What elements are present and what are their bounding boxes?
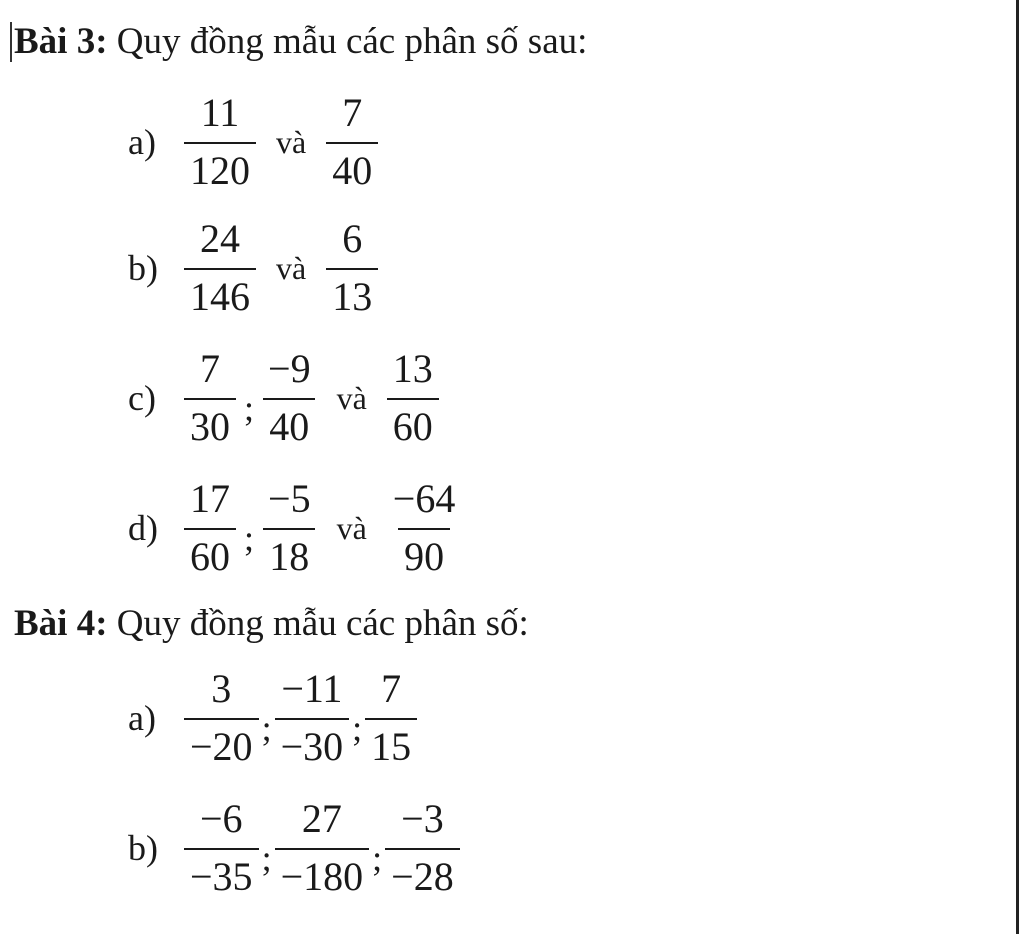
exercise-3-item-a (128, 88, 380, 196)
separator: ; (261, 838, 272, 878)
fraction (184, 474, 236, 582)
denominator: 90 (398, 528, 450, 582)
fraction (326, 88, 378, 196)
conjunction: và (336, 379, 367, 416)
numerator: 7 (381, 666, 402, 711)
denominator: −180 (275, 848, 370, 902)
exercise-3-title (14, 20, 587, 64)
numerator: 7 (200, 346, 220, 391)
numerator: 27 (301, 796, 342, 841)
exercise-3-item-c (128, 344, 441, 452)
item-letter: b) (128, 248, 158, 288)
numerator: −6 (200, 796, 243, 841)
denominator: 40 (263, 398, 315, 452)
numerator: −64 (392, 476, 456, 521)
separator: ; (372, 838, 383, 878)
denominator: 13 (326, 268, 378, 322)
fraction (184, 88, 256, 196)
separator: ; (244, 388, 255, 428)
denominator: 146 (184, 268, 256, 322)
exercise-4-text: Quy đồng mẫu các phân số: (107, 603, 529, 644)
denominator: −20 (184, 718, 259, 772)
numerator: 7 (342, 90, 363, 135)
item-letter: a) (128, 122, 156, 162)
fraction (262, 474, 317, 582)
numerator: 13 (392, 346, 433, 391)
denominator: 30 (184, 398, 236, 452)
fraction (275, 664, 350, 772)
numerator: 24 (200, 216, 240, 261)
item-letter: a) (128, 698, 156, 738)
separator: ; (261, 708, 272, 748)
separator: ; (244, 518, 255, 558)
denominator: −30 (275, 718, 350, 772)
fraction (387, 344, 439, 452)
exercise-4-label: Bài 4: (14, 603, 108, 644)
fraction (262, 344, 317, 452)
item-letter: d) (128, 508, 158, 548)
numerator: 11 (200, 90, 240, 135)
numerator: −11 (281, 666, 343, 711)
numerator: −9 (268, 346, 311, 391)
fraction (275, 794, 370, 902)
denominator: 40 (326, 142, 378, 196)
separator: ; (352, 708, 363, 748)
conjunction: và (276, 249, 307, 286)
denominator: 18 (263, 528, 315, 582)
exercise-4-title (14, 602, 529, 646)
fraction (184, 664, 259, 772)
fraction (387, 474, 462, 582)
denominator: 15 (365, 718, 417, 772)
denominator: −28 (385, 848, 460, 902)
denominator: 120 (184, 142, 256, 196)
numerator: 3 (211, 666, 232, 711)
fraction (184, 794, 259, 902)
numerator: −5 (268, 476, 311, 521)
exercise-3-text: Quy đồng mẫu các phân số sau: (107, 21, 588, 62)
conjunction: và (336, 509, 367, 546)
page-right-border (1016, 0, 1019, 934)
exercise-3-item-d (128, 474, 463, 582)
exercise-4-item-b (128, 794, 462, 902)
fraction (184, 344, 236, 452)
numerator: 6 (342, 216, 363, 261)
fraction (184, 214, 256, 322)
conjunction: và (276, 123, 307, 160)
denominator: −35 (184, 848, 259, 902)
denominator: 60 (387, 398, 439, 452)
text-cursor (10, 22, 12, 62)
exercise-3-item-b (128, 214, 380, 322)
denominator: 60 (184, 528, 236, 582)
fraction (385, 794, 460, 902)
item-letter: b) (128, 828, 158, 868)
exercise-3-label: Bài 3: (14, 21, 108, 62)
exercise-4-item-a (128, 664, 419, 772)
item-letter: c) (128, 378, 156, 418)
numerator: 17 (190, 476, 230, 521)
fraction (365, 664, 417, 772)
numerator: −3 (401, 796, 444, 841)
fraction (326, 214, 378, 322)
